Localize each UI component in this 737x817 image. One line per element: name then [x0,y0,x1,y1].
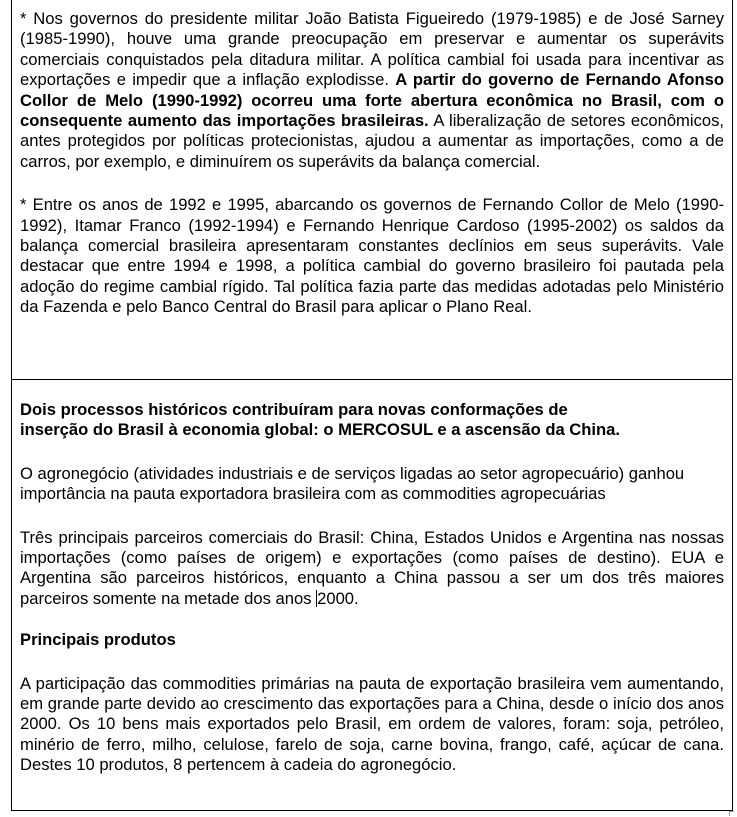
paragraph-text: Três principais parceiros comerciais do Brasil: China, Estados Unidos e Argentina nas nossas importações (como países de origem) e exportações (como países de destino). EUA e Argentina são parceiros históricos, enquanto a China passou a ser um dos três maiores parceiros somente na metade dos anos [20,527,724,608]
table-cell-bottom [12,380,732,810]
section-heading-line[interactable]: Dois processos históricos contribuíram para novas conformações de [20,400,568,419]
blank-line [20,651,724,671]
paragraph-text-normal: A liberalização de setores econômicos, antes protegidos por políticas protecionistas, ajudou a aumentar as importações, como a de carros, por exemplo, e diminuírem os superávits da balança comercial. [20,111,724,171]
table-cell-top [12,0,732,380]
blank-line [20,172,724,192]
document-table [11,0,733,811]
paragraph-parceiros[interactable] [20,528,724,610]
subheading-principais-produtos[interactable]: Principais produtos [20,630,176,650]
paragraph-1992-1995[interactable]: * Entre os anos de 1992 e 1995, abarcando os governos de Fernando Collor de Melo (1990-1992), Itamar Franco (1992-1994) e Fernando Henrique Cardoso (1995-2002) os saldos da balança comercial brasileira apresentaram constantes declínios em seus superávits. Vale destacar que entre 1994 e 1998, a política cambial do governo brasileiro foi pautada pela adoção do regime cambial rígido. Tal política fazia parte das medidas adotadas pelo Ministério da Fazenda e pelo Banco Central do Brasil para aplicar o Plano Real. [20,195,724,317]
paragraph-text-bold: A partir do governo de Fernando Afonso Collor de Melo (1990-1992) ocorreu uma forte abertura econômica no Brasil, com o consequente aumento das importações brasileiras. [20,70,725,131]
paragraph-text-normal: * Nos governos do presidente militar João Batista Figueiredo (1979-1985) e de José Sarney (1985-1990), houve uma grande preocupação em preservar e aumentar os superávits comerciais conquistados pela ditadura militar. A política cambial foi usada para incentivar as exportações e impedir que a inflação explodisse. [20,9,724,90]
blank-line [20,441,724,461]
blank-line [20,609,724,629]
blank-line [20,505,724,525]
paragraph-agronegocio[interactable]: O agronegócio (atividades industriais e de serviços ligadas ao setor agropecuário) ganhou importância na pauta exportadora brasileira com as commodities agropecuárias [20,463,685,504]
paragraph-produtos[interactable]: A participação das commodities primárias na pauta de exportação brasileira vem aumentando, em grande parte devido ao crescimento das exportações para a China, desde o início dos anos 2000. Os 10 bens mais exportados pelo Brasil, em ordem de valores, foram: soja, petróleo, minério de ferro, milho, celulose, farelo de soja, carne bovina, frango, café, açúcar de cana. Destes 10 produtos, 8 pertencem à cadeia do agronegócio. [20,673,724,775]
page-corner-mark [729,811,734,816]
section-heading-line[interactable]: inserção do Brasil à economia global: o MERCOSUL e a ascensão da China. [20,420,621,440]
paragraph-text: 2000. [317,588,359,608]
paragraph-figueiredo-sarney-collor[interactable] [20,9,724,172]
